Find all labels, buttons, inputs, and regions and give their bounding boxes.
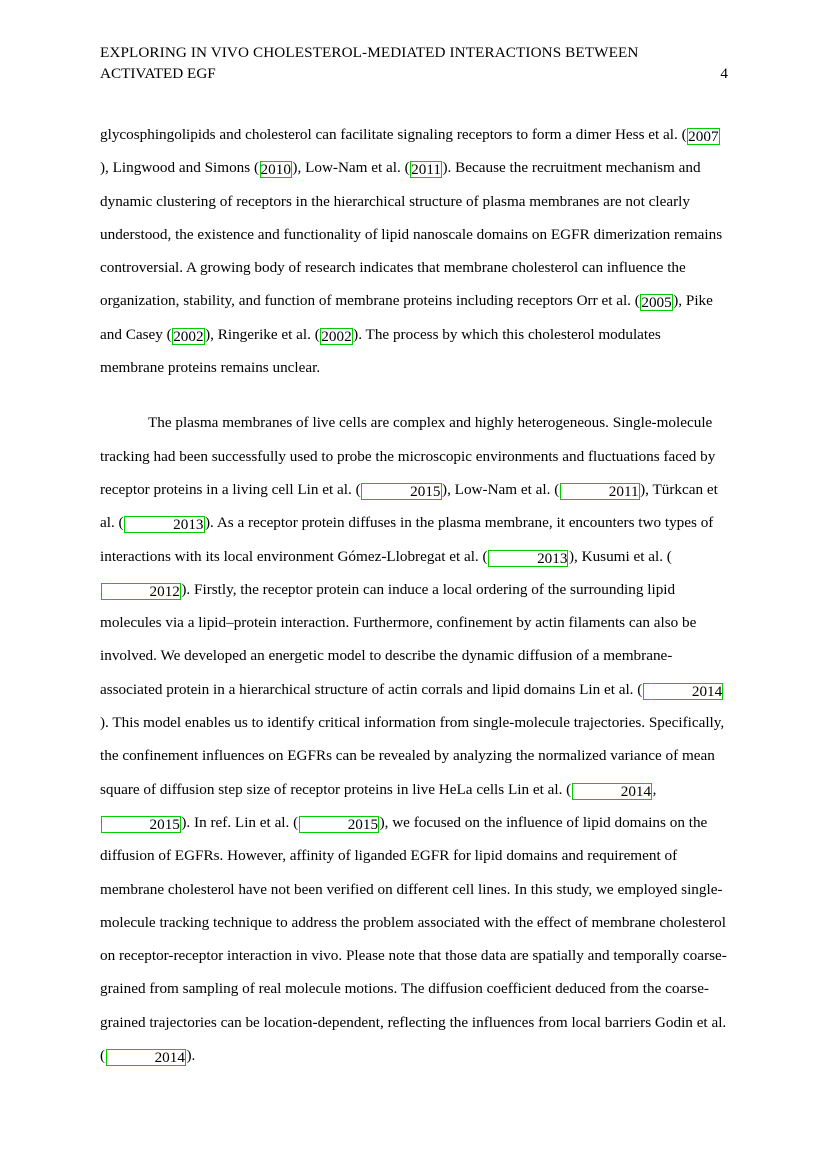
body-text-run: The plasma membranes of live cells are complex and highly heterogeneous. Single-molecule tracking had been successfully used to probe the microscopic environments and fluctuations faced by receptor proteins in a living cell Lin et al. ( bbox=[100, 414, 716, 498]
citation-year-link[interactable]: 2012 bbox=[101, 583, 181, 600]
document-body bbox=[100, 118, 728, 1072]
citation-year-link[interactable]: 2011 bbox=[411, 161, 441, 179]
citation-year-link[interactable]: 2013 bbox=[488, 550, 568, 567]
body-text-run: ), Pike and Casey ( bbox=[100, 292, 713, 343]
body-text-run: , bbox=[652, 780, 657, 798]
body-text-run: ), Low-Nam et al. ( bbox=[442, 480, 560, 498]
citation-year-link[interactable]: 2002 bbox=[173, 327, 204, 345]
body-text-run: ). Firstly, the receptor protein can induce a local ordering of the surrounding lipid molecules via a lipid–protein interaction. Furthermore, confinement by actin filaments can also be involved. We developed an energetic model to describe the dynamic diffusion of a membrane-associated protein in a hierarchical structure of actin corrals and lipid domains Lin et al. ( bbox=[100, 580, 697, 698]
citation-year-link[interactable]: 2014 bbox=[106, 1049, 186, 1066]
page-number: 4 bbox=[720, 65, 728, 82]
body-text-run: ), Low-Nam et al. ( bbox=[292, 159, 410, 177]
running-head bbox=[100, 42, 728, 84]
body-text-run: ). bbox=[186, 1047, 196, 1065]
body-text-run: ). As a receptor protein diffuses in the plasma membrane, it encounters two types of interactions with its local environment Gómez-Llobregat et al. ( bbox=[100, 514, 714, 565]
body-text-run: ), Lingwood and Simons ( bbox=[100, 159, 260, 177]
citation-year-link[interactable]: 2014 bbox=[572, 783, 652, 800]
body-text-run: ), we focused on the influence of lipid domains on the diffusion of EGFRs. However, affinity of liganded EGFR for lipid domains and requirement of membrane cholesterol have not been verified on different cell lines. In this study, we employed single-molecule tracking technique to address the problem associated with the effect of membrane cholesterol on receptor-receptor interaction in vivo. Please note that those data are spatially and temporally coarse-grained from sampling of real molecule motions. The diffusion coefficient deduced from the coarse-grained trajectories can be location-dependent, reflecting the influences from local barriers Godin et al. ( bbox=[100, 813, 727, 1065]
citation-year-link[interactable]: 2013 bbox=[124, 516, 204, 533]
body-text-run: ), Ringerike et al. ( bbox=[205, 325, 320, 343]
body-text-run: glycosphingolipids and cholesterol can facilitate signaling receptors to form a dimer Hess et al. ( bbox=[100, 126, 687, 143]
body-text-run: ). The process by which this cholesterol modulates membrane proteins remains unclear. bbox=[100, 325, 661, 377]
citation-year-link[interactable]: 2002 bbox=[321, 327, 352, 345]
citation-year-link[interactable]: 2005 bbox=[641, 294, 672, 312]
citation-year-link[interactable]: 2015 bbox=[101, 816, 181, 833]
body-text-run: ), Türkcan et al. ( bbox=[100, 480, 718, 532]
paragraph bbox=[100, 406, 728, 1072]
body-text-run: ), Kusumi et al. ( bbox=[568, 547, 672, 565]
body-text-run: ). Because the recruitment mechanism and dynamic clustering of receptors in the hierarchical structure of plasma membranes are not clearly understood, the existence and functionality of lipid nanoscale domains on EGFR dimerization remains controversial. A growing body of research indicates that membrane cholesterol can influence the organization, stability, and function of membrane proteins including receptors Orr et al. ( bbox=[100, 159, 723, 310]
running-head-line-1: EXPLORING IN VIVO CHOLESTEROL-MEDIATED INTERACTIONS BETWEEN bbox=[100, 44, 639, 61]
running-head-line-2-row bbox=[100, 63, 728, 84]
paragraph bbox=[100, 118, 728, 384]
citation-year-link[interactable]: 2007 bbox=[688, 128, 719, 145]
body-text-run: ). This model enables us to identify critical information from single-molecule trajectories. Specifically, the confinement influences on EGFRs can be revealed by analyzing the normalized variance of mean square of diffusion step size of receptor proteins in live HeLa cells Lin et al. ( bbox=[100, 714, 725, 798]
citation-year-link[interactable]: 2011 bbox=[560, 483, 640, 500]
citation-year-link[interactable]: 2010 bbox=[260, 161, 291, 179]
citation-year-link[interactable]: 2015 bbox=[361, 483, 441, 500]
running-head-line-2: ACTIVATED EGF bbox=[100, 65, 216, 82]
citation-year-link[interactable]: 2014 bbox=[643, 683, 723, 700]
citation-year-link[interactable]: 2015 bbox=[299, 816, 379, 833]
body-text-run: ). In ref. Lin et al. ( bbox=[181, 813, 299, 831]
